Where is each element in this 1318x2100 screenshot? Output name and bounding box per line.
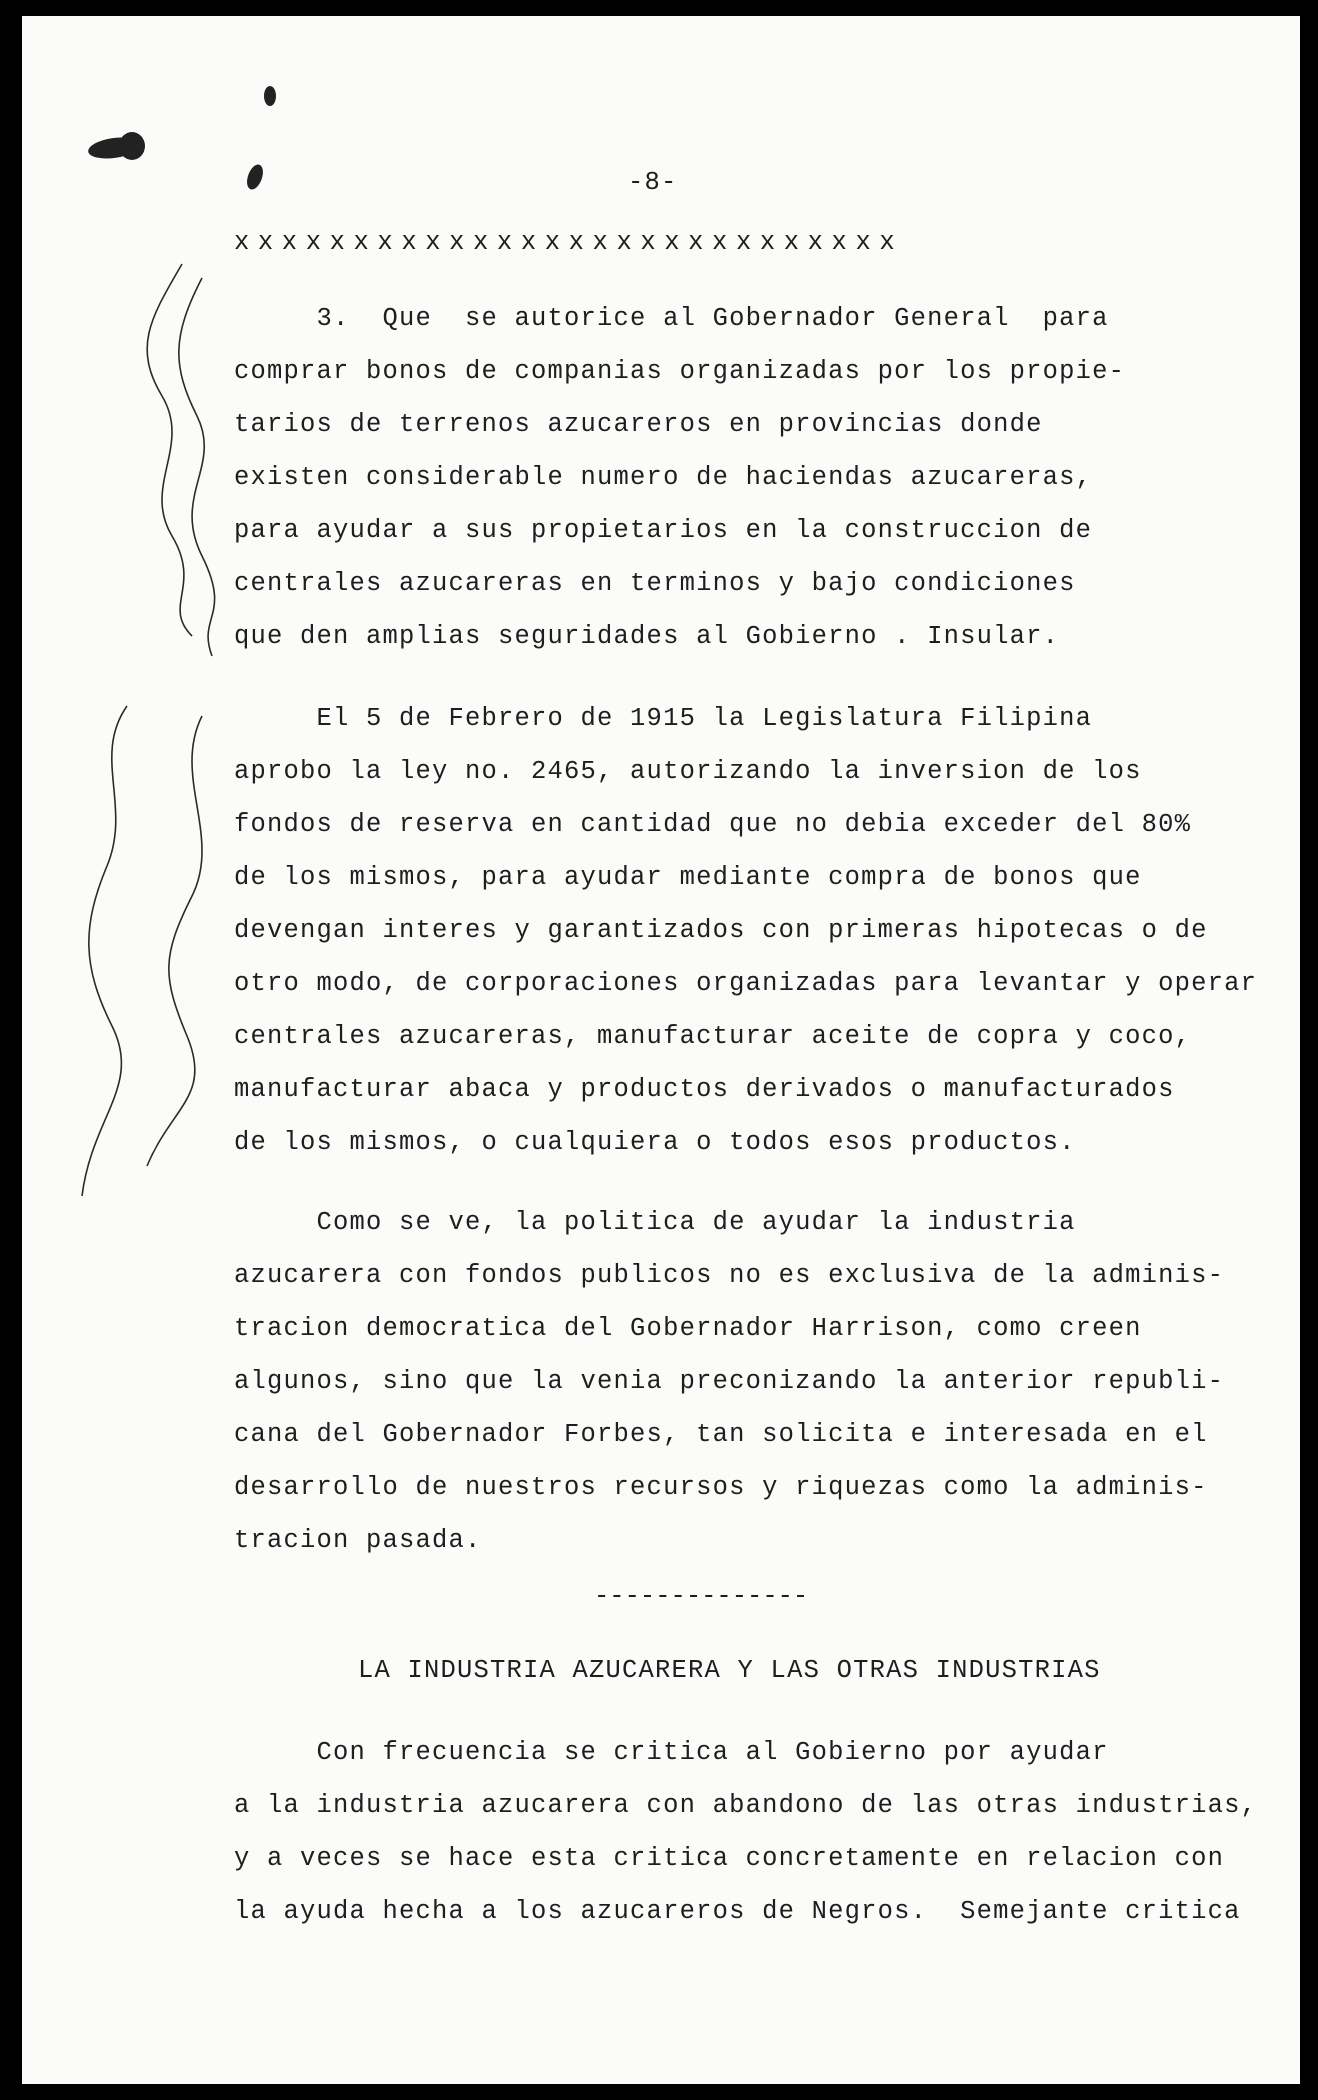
text-line: manufacturar abaca y productos derivados o manufacturados [234,1075,1175,1104]
text-line: El 5 de Febrero de 1915 la Legislatura Filipina [234,704,1093,733]
margin-wavy-line [82,706,127,1196]
document-page [22,16,1300,2084]
text-line: tracion pasada. [234,1526,482,1555]
text-line: Con frecuencia se critica al Gobierno por ayudar [234,1738,1109,1767]
text-line: tracion democratica del Gobernador Harrison, como creen [234,1314,1142,1343]
x-separator-line: xxxxxxxxxxxxxxxxxxxxxxxxxxxx [234,228,904,257]
text-line: de los mismos, para ayudar mediante compra de bonos que [234,863,1142,892]
text-line: otro modo, de corporaciones organizadas para levantar y operar [234,969,1258,998]
text-line: existen considerable numero de haciendas azucareras, [234,463,1093,492]
margin-wavy-line [179,278,215,656]
text-line: y a veces se hace esta critica concretamente en relacion con [234,1844,1225,1873]
text-line: fondos de reserva en cantidad que no debia exceder del 80% [234,810,1192,839]
text-line: la ayuda hecha a los azucareros de Negros. Semejante critica [234,1897,1241,1926]
text-line: para ayudar a sus propietarios en la construccion de [234,516,1093,545]
text-line: comprar bonos de companias organizadas por los propie- [234,357,1126,386]
text-line: 3. Que se autorice al Gobernador General para [234,304,1109,333]
margin-wavy-line [147,264,192,636]
margin-wavy-line [147,716,202,1166]
text-line: centrales azucareras en terminos y bajo condiciones [234,569,1076,598]
text-line: tarios de terrenos azucareros en provincias donde [234,410,1043,439]
text-line: azucarera con fondos publicos no es exclusiva de la adminis- [234,1261,1225,1290]
section-heading: LA INDUSTRIA AZUCARERA Y LAS OTRAS INDUSTRIAS [358,1656,1101,1685]
text-line: que den amplias seguridades al Gobierno . Insular. [234,622,1060,651]
text-line: cana del Gobernador Forbes, tan solicita e interesada en el [234,1420,1208,1449]
text-line: centrales azucareras, manufacturar aceite de copra y coco, [234,1022,1192,1051]
text-line: devengan interes y garantizados con primeras hipotecas o de [234,916,1208,945]
text-line: Como se ve, la politica de ayudar la industria [234,1208,1076,1237]
page-number: -8- [628,168,678,197]
text-line: de los mismos, o cualquiera o todos esos productos. [234,1128,1076,1157]
text-line: aprobo la ley no. 2465, autorizando la inversion de los [234,757,1142,786]
dash-separator: -------------- [594,1582,809,1611]
text-line: a la industria azucarera con abandono de las otras industrias, [234,1791,1258,1820]
text-line: algunos, sino que la venia preconizando la anterior republi- [234,1367,1225,1396]
text-line: desarrollo de nuestros recursos y riquezas como la adminis- [234,1473,1208,1502]
